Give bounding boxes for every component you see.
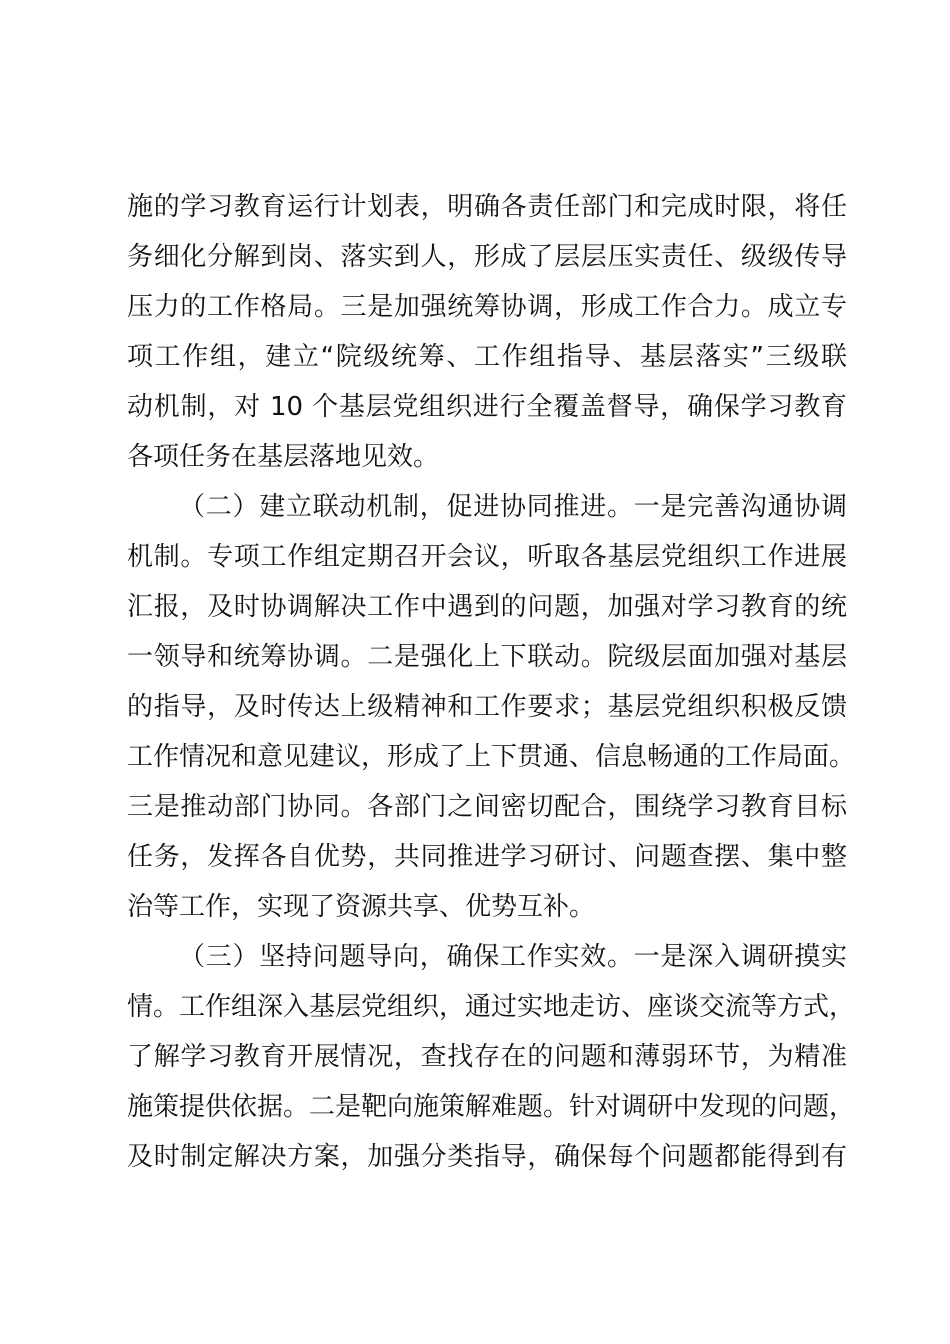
text-line: 汇报，及时协调解决工作中遇到的问题，加强对学习教育的统 [127,592,847,622]
text-line: 治等工作，实现了资源共享、优势互补。 [127,892,596,922]
text-line: 了解学习教育开展情况，查找存在的问题和薄弱环节，为精准 [127,1042,847,1072]
text-line: 任务，发挥各自优势，共同推进学习研讨、问题查摆、集中整 [127,842,847,872]
text-line: 情。工作组深入基层党组织，通过实地走访、座谈交流等方式， [127,992,856,1022]
text-line: 三是推动部门协同。各部门之间密切配合，围绕学习教育目标 [127,792,847,822]
paragraph-heading-2: （二）建立联动机制，促进协同推进。一是完善沟通协调 [179,492,847,522]
text-line: 压力的工作格局。三是加强统筹协调，形成工作合力。成立专 [127,292,847,322]
body-text [127,182,856,1182]
text-line: 的指导，及时传达上级精神和工作要求；基层党组织积极反馈 [127,692,847,722]
text-line: 施的学习教育运行计划表，明确各责任部门和完成时限，将任 [127,192,847,222]
text-line: 及时制定解决方案，加强分类指导，确保每个问题都能得到有 [127,1142,847,1172]
paragraph-heading-3: （三）坚持问题导向，确保工作实效。一是深入调研摸实 [179,942,847,972]
text-line: 机制。专项工作组定期召开会议，听取各基层党组织工作进展 [127,542,847,572]
text-line: 工作情况和意见建议，形成了上下贯通、信息畅通的工作局面。 [127,742,856,772]
text-line: 动机制，对 10 个基层党组织进行全覆盖督导，确保学习教育 [127,392,847,422]
text-line: 务细化分解到岗、落实到人，形成了层层压实责任、级级传导 [127,242,847,272]
text-line: 各项任务在基层落地见效。 [127,442,440,472]
text-line: 项工作组，建立“院级统筹、工作组指导、基层落实”三级联 [127,342,847,372]
text-line: 施策提供依据。二是靶向施策解难题。针对调研中发现的问题， [127,1092,856,1122]
text-line: 一领导和统筹协调。二是强化上下联动。院级层面加强对基层 [127,642,847,672]
